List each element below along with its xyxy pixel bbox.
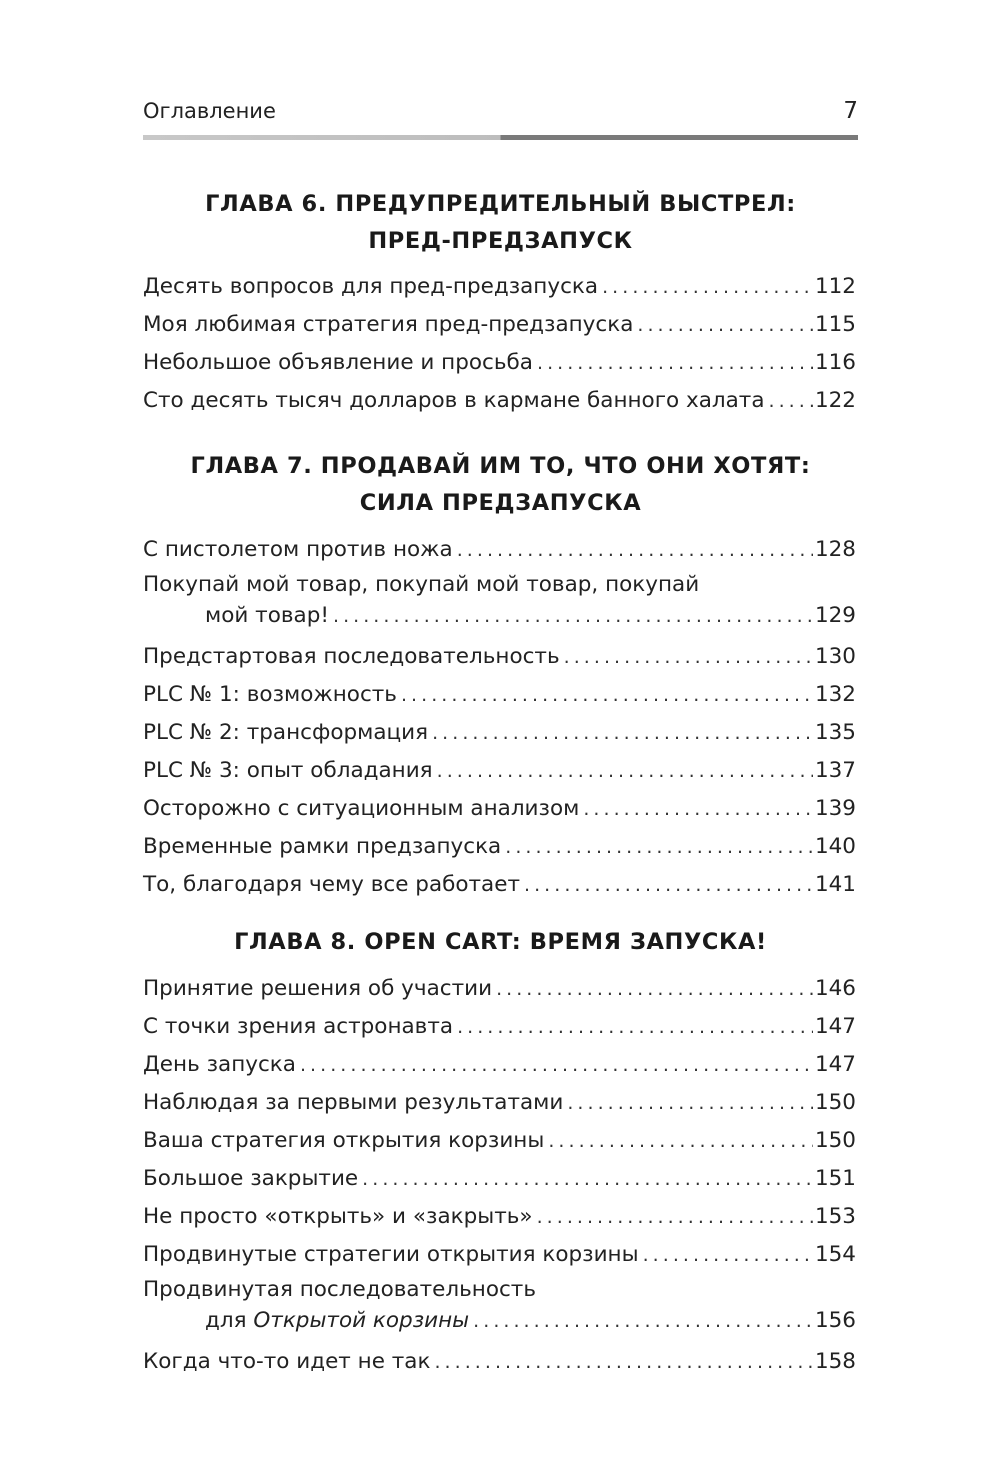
- toc-entry[interactable]: [143, 1274, 856, 1337]
- toc-entry-page: 158: [814, 1349, 856, 1374]
- toc-entry-title: Покупай мой товар, покупай мой товар, покупай: [143, 572, 700, 597]
- toc-entry[interactable]: [143, 638, 856, 676]
- toc-entry[interactable]: [143, 1008, 856, 1046]
- toc-entry-page: 146: [814, 976, 856, 1001]
- chapter-title-line: ПРЕД-ПРЕДЗАПУСК: [368, 228, 633, 254]
- toc-entry[interactable]: [143, 1046, 856, 1084]
- toc-entry[interactable]: [143, 569, 856, 632]
- toc-entry[interactable]: [143, 752, 856, 790]
- toc-entry[interactable]: [143, 970, 856, 1008]
- toc-entry[interactable]: [143, 1160, 856, 1198]
- leader-dots: [496, 971, 813, 1008]
- title-italic: Открытой корзины: [253, 1308, 470, 1333]
- toc-entry-continuation: [143, 600, 856, 632]
- toc-entry-title: Десять вопросов для пред-предзапуска: [143, 274, 599, 299]
- leader-dots: [583, 791, 813, 828]
- chapter-title-line: ГЛАВА 6. ПРЕДУПРЕДИТЕЛЬНЫЙ ВЫСТРЕЛ:: [205, 191, 796, 217]
- toc-entry[interactable]: [143, 866, 856, 904]
- toc-entry[interactable]: [143, 714, 856, 752]
- leader-dots: [602, 269, 813, 306]
- chapter-8-entries: [143, 970, 856, 1381]
- header-rule: [143, 135, 858, 140]
- toc-entry-title: PLC № 2: трансформация: [143, 720, 429, 745]
- toc-entry[interactable]: [143, 828, 856, 866]
- toc-entry-page: 150: [814, 1128, 856, 1153]
- toc-entry-title: PLC № 3: опыт обладания: [143, 758, 433, 783]
- toc-entry-page: 128: [814, 537, 856, 562]
- toc-entry-title: С точки зрения астронавта: [143, 1014, 454, 1039]
- toc-entry-title: Не просто «открыть» и «закрыть»: [143, 1204, 533, 1229]
- toc-entry-title: С пистолетом против ножа: [143, 537, 453, 562]
- chapter-6-entries: [143, 268, 856, 420]
- toc-entry-title: То, благодаря чему все работает: [143, 872, 520, 897]
- toc-entry-page: 147: [814, 1014, 856, 1039]
- leader-dots: [457, 1009, 813, 1046]
- toc-entry[interactable]: [143, 531, 856, 569]
- toc-entry-title: Большое закрытие: [143, 1166, 359, 1191]
- leader-dots: [432, 715, 813, 752]
- toc-entry-title: Небольшое объявление и просьба: [143, 350, 533, 375]
- leader-dots: [524, 867, 813, 904]
- leader-dots: [505, 829, 813, 866]
- leader-dots: [564, 639, 813, 676]
- chapter-title-line: СИЛА ПРЕДЗАПУСКА: [359, 490, 642, 516]
- chapter-title-line: ГЛАВА 7. ПРОДАВАЙ ИМ ТО, ЧТО ОНИ ХОТЯТ:: [190, 453, 811, 479]
- toc-entry-title: Продвинутая последовательность: [143, 1277, 536, 1302]
- toc-entry-page: 135: [814, 720, 856, 745]
- toc-entry-page: 156: [814, 1308, 856, 1333]
- toc-entry[interactable]: [143, 790, 856, 828]
- toc-entry-page: 137: [814, 758, 856, 783]
- leader-dots: [300, 1047, 813, 1084]
- leader-dots: [401, 677, 813, 714]
- toc-entry-title: Сто десять тысяч долларов в кармане банного халата: [143, 388, 765, 413]
- toc-entry-title: День запуска: [143, 1052, 296, 1077]
- leader-dots: [769, 383, 813, 420]
- toc-entry[interactable]: [143, 1198, 856, 1236]
- toc-entry-page: 141: [814, 872, 856, 897]
- toc-entry-page: 140: [814, 834, 856, 859]
- toc-entry-page: 129: [814, 603, 856, 628]
- toc-entry-page: 112: [814, 274, 856, 299]
- toc-entry[interactable]: [143, 344, 856, 382]
- toc-entry-page: 132: [814, 682, 856, 707]
- leader-dots: [548, 1123, 813, 1160]
- chapter-6-title: [143, 186, 858, 260]
- toc-entry[interactable]: [143, 676, 856, 714]
- leader-dots: [437, 753, 813, 790]
- toc-entry-title-continued: мой товар!: [205, 603, 329, 628]
- toc-entry[interactable]: [143, 268, 856, 306]
- toc-entry-title: Когда что-то идет не так: [143, 1349, 431, 1374]
- toc-entry-title: Предстартовая последовательность: [143, 644, 560, 669]
- leader-dots: [473, 1306, 813, 1337]
- title-prefix: для: [205, 1308, 254, 1333]
- toc-entry[interactable]: [143, 1122, 856, 1160]
- leader-dots: [643, 1237, 813, 1274]
- leader-dots: [537, 1199, 813, 1236]
- toc-entry-title: Осторожно с ситуационным анализом: [143, 796, 580, 821]
- toc-entry-title: PLC № 1: возможность: [143, 682, 397, 707]
- toc-entry-title: Продвинутые стратегии открытия корзины: [143, 1242, 639, 1267]
- toc-entry-page: 130: [814, 644, 856, 669]
- toc-entry[interactable]: [143, 1236, 856, 1274]
- toc-entry-page: 116: [814, 350, 856, 375]
- toc-entry-page: 153: [814, 1204, 856, 1229]
- leader-dots: [362, 1161, 813, 1198]
- toc-entry-title: Наблюдая за первыми результатами: [143, 1090, 564, 1115]
- toc-entry-page: 147: [814, 1052, 856, 1077]
- toc-entry-page: 151: [814, 1166, 856, 1191]
- toc-entry-page: 150: [814, 1090, 856, 1115]
- leader-dots: [333, 601, 813, 632]
- toc-entry[interactable]: [143, 306, 856, 344]
- toc-entry-page: 122: [814, 388, 856, 413]
- toc-entry-page: 154: [814, 1242, 856, 1267]
- toc-entry[interactable]: [143, 382, 856, 420]
- toc-entry-page: 139: [814, 796, 856, 821]
- toc-entry-page: 115: [814, 312, 856, 337]
- toc-entry-title: Ваша стратегия открытия корзины: [143, 1128, 545, 1153]
- section-title: Оглавление: [143, 99, 276, 123]
- toc-entry-title-continued: [205, 1305, 469, 1336]
- chapter-7-title: [143, 448, 858, 522]
- leader-dots: [457, 532, 813, 569]
- toc-entry-title: Принятие решения об участии: [143, 976, 493, 1001]
- leader-dots: [567, 1085, 813, 1122]
- chapter-8-title: [143, 924, 858, 961]
- toc-entry-continuation: [143, 1305, 856, 1337]
- chapter-7-entries: [143, 531, 856, 904]
- toc-entry-title: Моя любимая стратегия пред-предзапуска: [143, 312, 634, 337]
- leader-dots: [537, 345, 813, 382]
- toc-entry[interactable]: [143, 1343, 856, 1381]
- chapter-title-line: ГЛАВА 8. OPEN CART: ВРЕМЯ ЗАПУСКА!: [234, 929, 767, 955]
- toc-entry[interactable]: [143, 1084, 856, 1122]
- leader-dots: [637, 307, 813, 344]
- page-number: 7: [843, 98, 858, 124]
- running-head: [143, 98, 858, 124]
- leader-dots: [434, 1344, 812, 1381]
- toc-entry-title: Временные рамки предзапуска: [143, 834, 502, 859]
